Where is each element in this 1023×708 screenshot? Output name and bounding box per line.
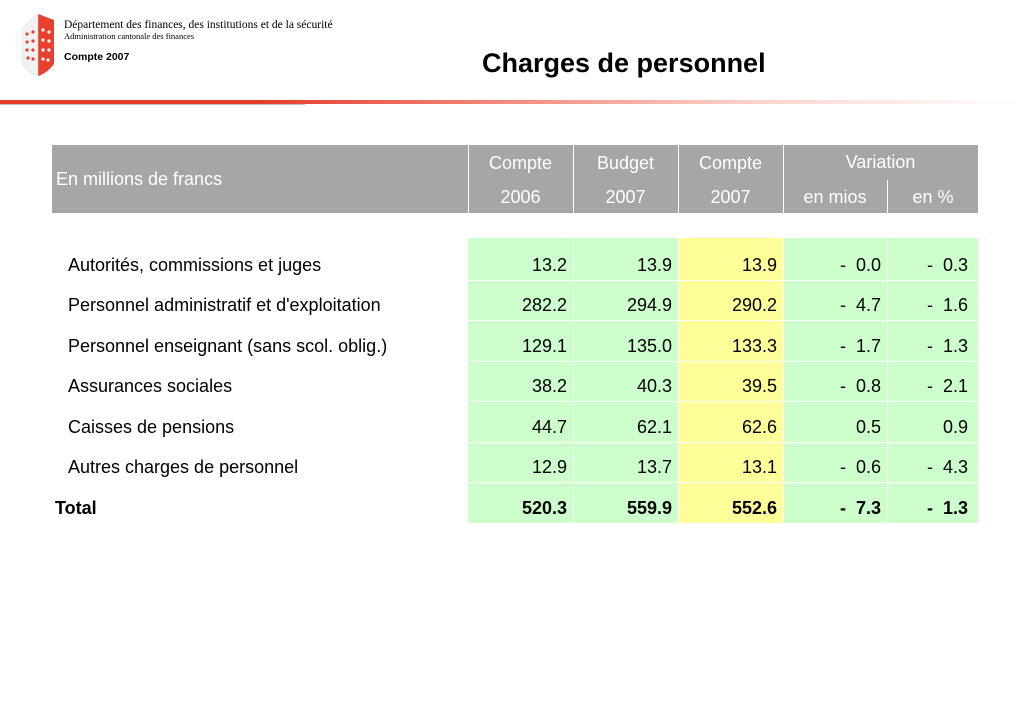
cell-compte-2007: 39.5 xyxy=(741,375,777,396)
header-separator xyxy=(887,180,888,213)
header-separator xyxy=(573,145,574,213)
cell-compte-2007: 13.9 xyxy=(741,254,777,275)
cell-var-pct: 0.9 xyxy=(942,416,968,437)
variation-sub-pct: en % xyxy=(912,186,954,207)
cell-var-pct: - 1.3 xyxy=(926,335,968,356)
col-header-top-2: Budget xyxy=(596,152,655,173)
cell-budget-2007: 62.1 xyxy=(636,416,672,437)
cell-var-pct: - 0.3 xyxy=(926,254,968,275)
row-label: Autres charges de personnel xyxy=(68,456,299,477)
row-label: Autorités, commissions et juges xyxy=(68,254,322,275)
header-divider-shadow xyxy=(0,104,305,105)
cell-compte-2006: 12.9 xyxy=(531,456,567,477)
page-title: Charges de personnel xyxy=(482,48,766,78)
cell-var-pct: - 1.6 xyxy=(926,294,968,315)
cell-var-mios: - 4.7 xyxy=(839,294,881,315)
cell-var-mios: - 1.7 xyxy=(839,335,881,356)
header-separator xyxy=(783,145,784,213)
cell-budget-2007: 13.7 xyxy=(636,456,672,477)
cell-budget-2007: 135.0 xyxy=(626,335,672,356)
cell-compte-2006: 13.2 xyxy=(531,254,567,275)
cell-var-mios: - 0.0 xyxy=(839,254,881,275)
cell-compte-2006: 44.7 xyxy=(531,416,567,437)
cell-var-mios: 0.5 xyxy=(855,416,881,437)
cell-var-mios: - 0.8 xyxy=(839,375,881,396)
variation-sub-mios: en mios xyxy=(803,186,867,207)
personnel-costs-table xyxy=(52,145,978,525)
total-compte-2007: 552.6 xyxy=(731,497,777,518)
unit-label: En millions de francs xyxy=(56,168,223,189)
document-label: Compte 2007 xyxy=(64,51,130,63)
cell-compte-2007: 13.1 xyxy=(741,456,777,477)
cell-compte-2007: 290.2 xyxy=(731,294,777,315)
total-var-pct: - 1.3 xyxy=(926,497,968,518)
cell-var-pct: - 4.3 xyxy=(926,456,968,477)
cell-budget-2007: 40.3 xyxy=(636,375,672,396)
cell-budget-2007: 13.9 xyxy=(636,254,672,275)
cell-compte-2007: 133.3 xyxy=(731,335,777,356)
row-label: Personnel administratif et d'exploitation xyxy=(68,294,381,315)
total-budget-2007: 559.9 xyxy=(626,497,672,518)
row-label: Assurances sociales xyxy=(68,375,233,396)
administration-name: Administration cantonale des finances xyxy=(64,31,195,41)
cell-compte-2006: 38.2 xyxy=(531,375,567,396)
col-header-top-3: Compte xyxy=(698,152,763,173)
total-compte-2006: 520.3 xyxy=(521,497,567,518)
cell-compte-2006: 129.1 xyxy=(521,335,567,356)
canton-coat-of-arms-logo xyxy=(22,14,54,76)
col-header-bottom-3: 2007 xyxy=(710,186,751,207)
col-header-top-1: Compte xyxy=(488,152,553,173)
department-name: Département des finances, des institutions et de la sécurité xyxy=(64,19,333,31)
variation-header: Variation xyxy=(845,151,916,172)
cell-var-mios: - 0.6 xyxy=(839,456,881,477)
cell-budget-2007: 294.9 xyxy=(626,294,672,315)
total-label: Total xyxy=(55,497,97,518)
header-separator xyxy=(678,145,679,213)
cell-compte-2006: 282.2 xyxy=(521,294,567,315)
header-separator xyxy=(468,145,469,213)
row-label: Caisses de pensions xyxy=(68,416,235,437)
cell-var-pct: - 2.1 xyxy=(926,375,968,396)
col-header-bottom-1: 2006 xyxy=(500,186,541,207)
row-label: Personnel enseignant (sans scol. oblig.) xyxy=(68,335,388,356)
total-var-mios: - 7.3 xyxy=(839,497,881,518)
col-header-bottom-2: 2007 xyxy=(605,186,646,207)
cell-compte-2007: 62.6 xyxy=(741,416,777,437)
